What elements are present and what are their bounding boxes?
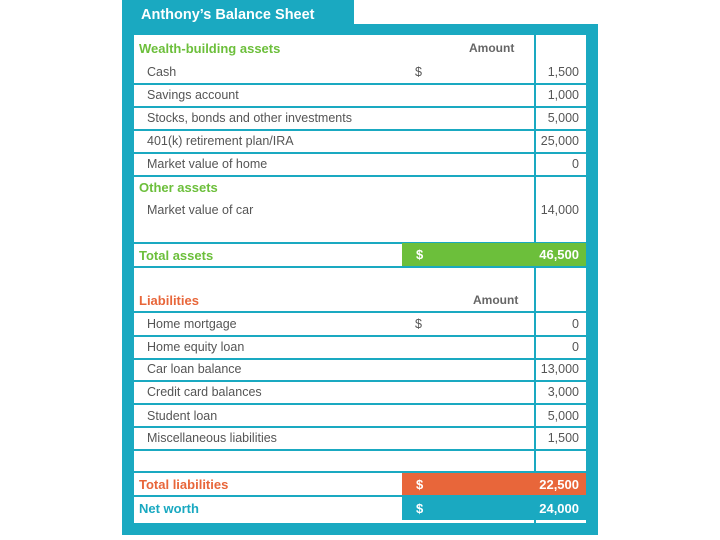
row-value: 5,000 [547, 409, 579, 423]
liability-row-mortgage [134, 313, 586, 336]
row-label: Cash [147, 65, 177, 79]
row-value: 25,000 [540, 134, 579, 148]
row-value: 0 [572, 157, 579, 171]
row-value: 14,000 [540, 203, 579, 217]
asset-row-home [134, 153, 586, 176]
row-value: 1,500 [547, 431, 579, 445]
total-liabilities-value: 22,500 [539, 477, 579, 492]
net-worth-value: 24,000 [539, 501, 579, 516]
row-label: Credit card balances [147, 385, 262, 399]
liability-row-car-loan [134, 358, 586, 381]
row-label: Savings account [147, 88, 239, 102]
row-value: 0 [572, 340, 579, 354]
assets-heading: Wealth-building assets [139, 41, 281, 56]
row-label: 401(k) retirement plan/IRA [147, 134, 294, 148]
liability-row-misc [134, 427, 586, 450]
sheet-title: Anthony’s Balance Sheet [122, 0, 354, 31]
liability-row-credit-card [134, 381, 586, 404]
row-value: 3,000 [547, 385, 579, 399]
row-divider [134, 175, 586, 177]
liability-row-student-loan [134, 405, 586, 428]
row-label: Home equity loan [147, 340, 245, 354]
liabilities-heading: Liabilities [139, 293, 199, 308]
net-worth-band [402, 497, 586, 520]
liabilities-amount-header: Amount [473, 293, 519, 307]
net-worth-label: Net worth [139, 501, 199, 516]
row-divider [134, 266, 586, 268]
total-liabilities-band [402, 473, 586, 496]
row-label: Miscellaneous liabilities [147, 431, 277, 445]
asset-row-savings [134, 84, 586, 107]
balance-sheet [134, 35, 586, 523]
row-value: 0 [572, 317, 579, 331]
row-label: Stocks, bonds and other investments [147, 111, 352, 125]
total-assets-dollar: $ [416, 247, 424, 262]
total-assets-band [402, 243, 586, 266]
row-dollar: $ [415, 65, 422, 79]
total-assets-label: Total assets [139, 248, 214, 263]
asset-row-cash [134, 61, 586, 84]
total-liabilities-label: Total liabilities [139, 477, 229, 492]
liability-row-home-equity [134, 336, 586, 359]
row-value: 1,000 [547, 88, 579, 102]
asset-row-401k [134, 130, 586, 153]
row-label: Market value of car [147, 203, 254, 217]
total-liabilities-dollar: $ [416, 477, 424, 492]
row-label: Market value of home [147, 157, 268, 171]
asset-row-car [134, 199, 586, 222]
net-worth-dollar: $ [416, 501, 424, 516]
row-label: Home mortgage [147, 317, 237, 331]
total-assets-value: 46,500 [539, 247, 579, 262]
row-value: 5,000 [547, 111, 579, 125]
row-dollar: $ [415, 317, 422, 331]
other-assets-heading: Other assets [139, 180, 218, 195]
assets-amount-header: Amount [469, 41, 515, 55]
row-label: Student loan [147, 409, 218, 423]
row-value: 1,500 [547, 65, 579, 79]
asset-row-stocks [134, 107, 586, 130]
row-divider [134, 449, 586, 451]
row-value: 13,000 [540, 362, 579, 376]
row-label: Car loan balance [147, 362, 242, 376]
